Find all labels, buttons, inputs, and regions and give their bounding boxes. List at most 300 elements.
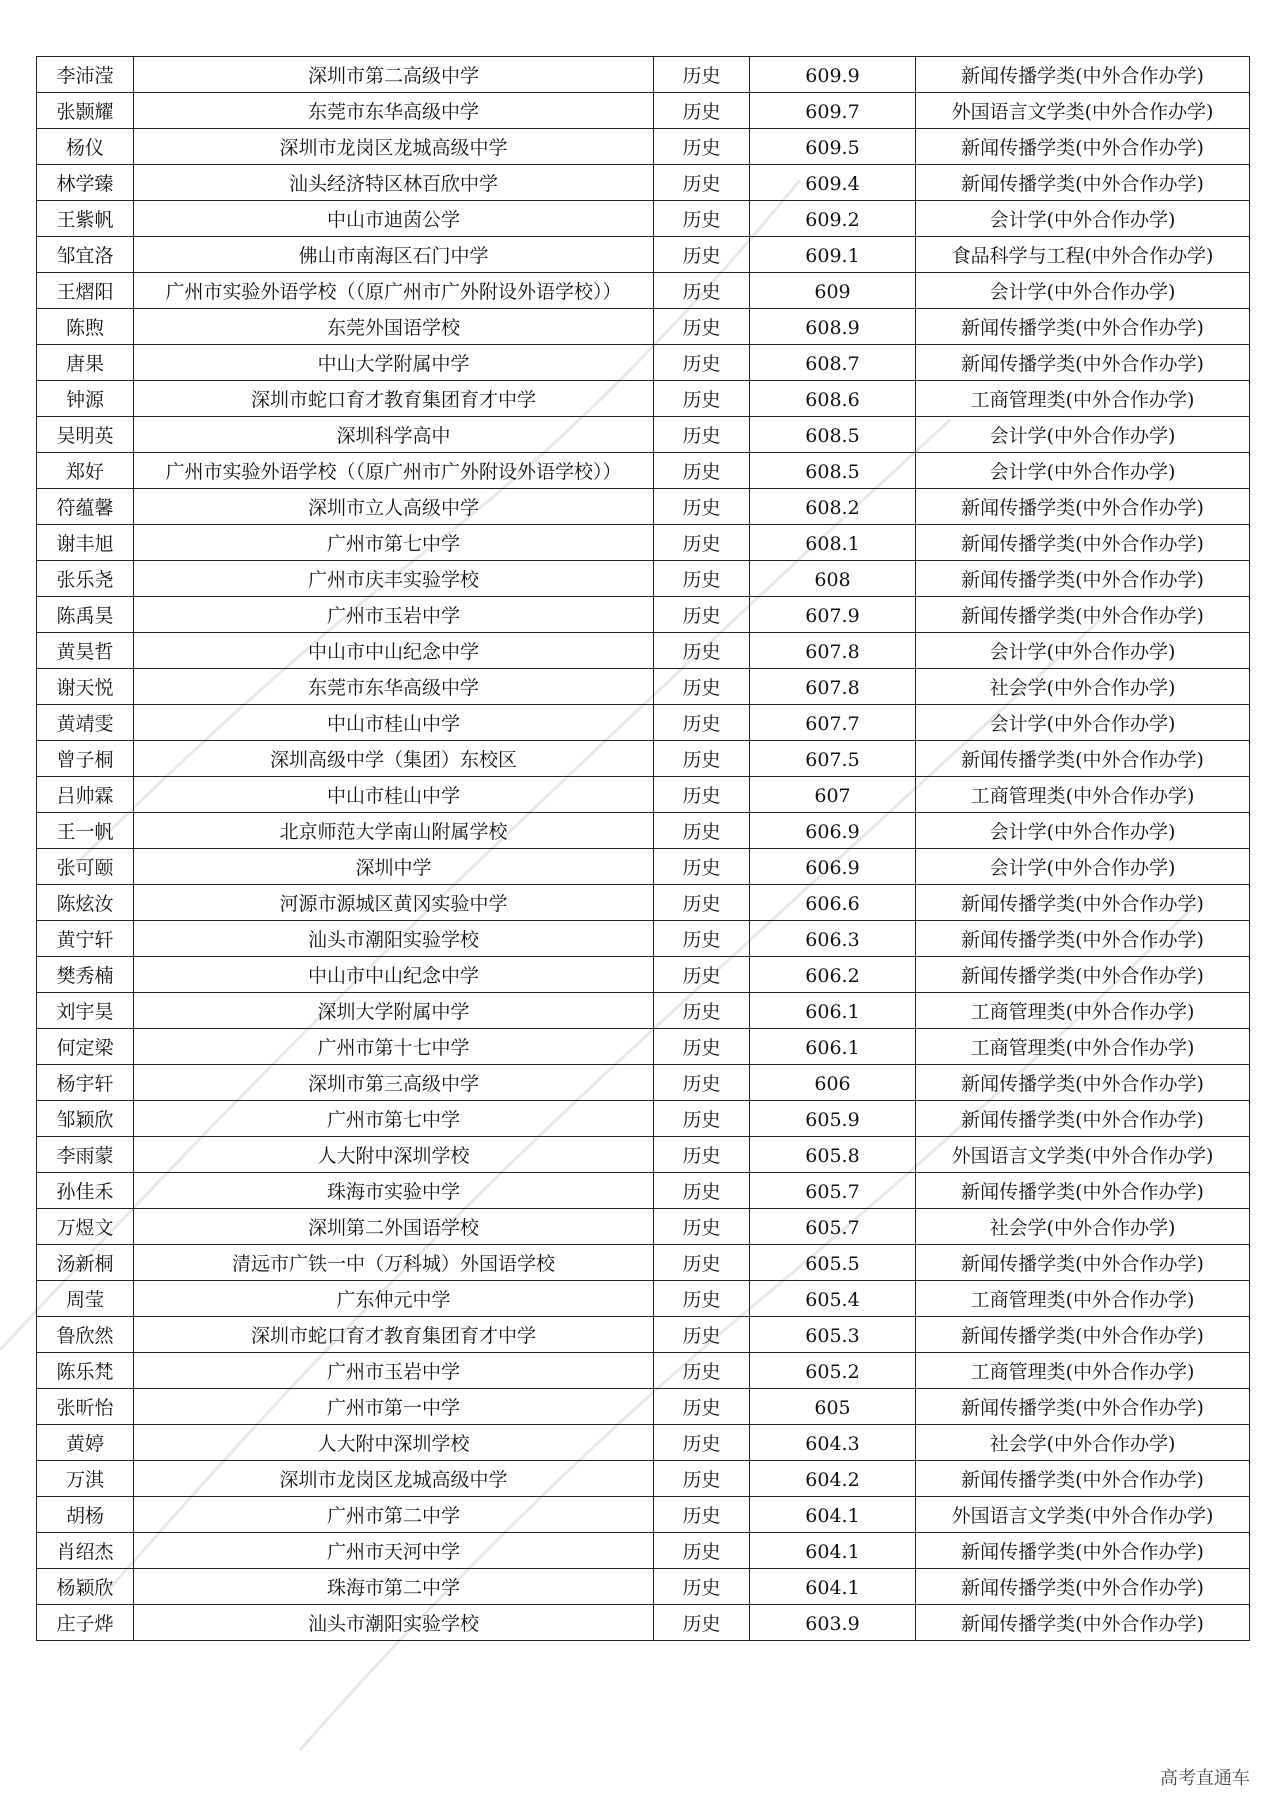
table-row xyxy=(37,1209,1250,1245)
score-cell xyxy=(750,129,916,165)
school-name: 广州市玉岩中学 xyxy=(326,605,460,627)
subject: 历史 xyxy=(682,605,721,627)
student-name: 王熠阳 xyxy=(56,281,114,303)
major-cell xyxy=(916,813,1250,849)
subject-cell xyxy=(654,1605,750,1641)
student-name: 孙佳禾 xyxy=(56,1181,114,1203)
subject-cell xyxy=(654,1281,750,1317)
score-cell xyxy=(750,741,916,777)
school-name: 珠海市实验中学 xyxy=(326,1181,460,1203)
score: 605 xyxy=(814,1397,851,1419)
school-name-cell xyxy=(134,921,654,957)
student-name: 符蕴馨 xyxy=(56,497,114,519)
score-cell xyxy=(750,525,916,561)
school-name-cell xyxy=(134,1317,654,1353)
subject: 历史 xyxy=(682,641,721,663)
school-name-cell xyxy=(134,1569,654,1605)
school-name: 广州市庆丰实验学校 xyxy=(307,569,479,591)
student-name-cell xyxy=(37,309,134,345)
score-cell xyxy=(750,273,916,309)
school-name-cell xyxy=(134,1497,654,1533)
school-name: 广州市第一中学 xyxy=(326,1397,460,1419)
subject-cell xyxy=(654,705,750,741)
student-name-cell xyxy=(37,1029,134,1065)
school-name: 人大附中深圳学校 xyxy=(317,1145,470,1167)
score-cell xyxy=(750,489,916,525)
student-name-cell xyxy=(37,1461,134,1497)
major: 工商管理类(中外合作办学) xyxy=(970,389,1195,411)
table-row xyxy=(37,453,1250,489)
student-name: 王紫帆 xyxy=(56,209,114,231)
major-cell xyxy=(916,1605,1250,1641)
school-name: 汕头市潮阳实验学校 xyxy=(307,929,479,951)
school-name-cell xyxy=(134,1605,654,1641)
school-name: 广州市第二中学 xyxy=(326,1505,460,1527)
student-name-cell xyxy=(37,345,134,381)
student-name: 黄婷 xyxy=(65,1433,104,1455)
major-cell xyxy=(916,345,1250,381)
major: 新闻传播学类(中外合作办学) xyxy=(961,569,1204,591)
student-name: 张颢耀 xyxy=(56,101,114,123)
score: 606.9 xyxy=(805,857,860,879)
subject: 历史 xyxy=(682,1181,721,1203)
score-cell xyxy=(750,1245,916,1281)
major-cell xyxy=(916,57,1250,93)
major-cell xyxy=(916,1101,1250,1137)
student-name: 万煜文 xyxy=(56,1217,114,1239)
table-row xyxy=(37,885,1250,921)
major: 新闻传播学类(中外合作办学) xyxy=(961,497,1204,519)
school-name: 广州市第七中学 xyxy=(326,1109,460,1131)
major: 会计学(中外合作办学) xyxy=(989,713,1176,735)
subject-cell xyxy=(654,957,750,993)
major-cell xyxy=(916,1209,1250,1245)
student-name: 黄昊哲 xyxy=(56,641,114,663)
school-name: 广州市实验外语学校（（原广州市广外附设外语学校）） xyxy=(165,281,622,303)
school-name: 东莞市东华高级中学 xyxy=(307,677,479,699)
subject: 历史 xyxy=(682,785,721,807)
major-cell xyxy=(916,1173,1250,1209)
school-name-cell xyxy=(134,1245,654,1281)
subject: 历史 xyxy=(682,317,721,339)
subject-cell xyxy=(654,489,750,525)
subject: 历史 xyxy=(682,569,721,591)
school-name: 深圳科学高中 xyxy=(336,425,451,447)
major-cell xyxy=(916,561,1250,597)
student-name-cell xyxy=(37,561,134,597)
major: 新闻传播学类(中外合作办学) xyxy=(961,353,1204,375)
score-table-container xyxy=(36,56,1250,1641)
major: 新闻传播学类(中外合作办学) xyxy=(961,1541,1204,1563)
major-cell xyxy=(916,201,1250,237)
subject-cell xyxy=(654,993,750,1029)
student-name: 万淇 xyxy=(65,1469,104,1491)
student-name: 谢天悦 xyxy=(56,677,114,699)
subject-cell xyxy=(654,1353,750,1389)
major: 新闻传播学类(中外合作办学) xyxy=(961,137,1204,159)
school-name-cell xyxy=(134,237,654,273)
school-name-cell xyxy=(134,93,654,129)
subject-cell xyxy=(654,1497,750,1533)
score-cell xyxy=(750,957,916,993)
major: 会计学(中外合作办学) xyxy=(989,209,1176,231)
school-name: 中山市桂山中学 xyxy=(326,713,460,735)
major: 食品科学与工程(中外合作办学) xyxy=(951,245,1214,267)
table-row xyxy=(37,309,1250,345)
subject-cell xyxy=(654,417,750,453)
subject: 历史 xyxy=(682,101,721,123)
student-name-cell xyxy=(37,1281,134,1317)
subject: 历史 xyxy=(682,425,721,447)
score-cell xyxy=(750,1101,916,1137)
score-cell xyxy=(750,1569,916,1605)
school-name-cell xyxy=(134,957,654,993)
student-name: 陈禹昊 xyxy=(56,605,114,627)
subject: 历史 xyxy=(682,281,721,303)
subject-cell xyxy=(654,597,750,633)
score: 609.4 xyxy=(805,173,860,195)
student-name-cell xyxy=(37,165,134,201)
subject: 历史 xyxy=(682,821,721,843)
subject: 历史 xyxy=(682,245,721,267)
subject: 历史 xyxy=(682,461,721,483)
score-cell xyxy=(750,1173,916,1209)
score: 606.6 xyxy=(805,893,860,915)
student-name: 张昕怡 xyxy=(56,1397,114,1419)
major: 工商管理类(中外合作办学) xyxy=(970,785,1195,807)
score: 606.9 xyxy=(805,821,860,843)
major-cell xyxy=(916,1425,1250,1461)
student-name: 唐果 xyxy=(65,353,104,375)
student-name: 杨颖欣 xyxy=(56,1577,114,1599)
score: 609.5 xyxy=(805,137,860,159)
student-name-cell xyxy=(37,957,134,993)
score-cell xyxy=(750,1497,916,1533)
major-cell xyxy=(916,1065,1250,1101)
student-name-cell xyxy=(37,381,134,417)
student-name-cell xyxy=(37,669,134,705)
student-name: 钟源 xyxy=(65,389,104,411)
subject-cell xyxy=(654,1533,750,1569)
subject: 历史 xyxy=(682,533,721,555)
school-name: 深圳市第三高级中学 xyxy=(307,1073,479,1095)
subject-cell xyxy=(654,561,750,597)
score: 608.7 xyxy=(805,353,860,375)
table-row xyxy=(37,1497,1250,1533)
subject: 历史 xyxy=(682,1613,721,1635)
major-cell xyxy=(916,1029,1250,1065)
score: 605.5 xyxy=(805,1253,860,1275)
student-name-cell xyxy=(37,705,134,741)
score-cell xyxy=(750,669,916,705)
table-row xyxy=(37,1173,1250,1209)
major: 工商管理类(中外合作办学) xyxy=(970,1289,1195,1311)
school-name: 深圳第二外国语学校 xyxy=(307,1217,479,1239)
subject-cell xyxy=(654,1137,750,1173)
major-cell xyxy=(916,741,1250,777)
major-cell xyxy=(916,453,1250,489)
major-cell xyxy=(916,633,1250,669)
table-row xyxy=(37,489,1250,525)
school-name-cell xyxy=(134,381,654,417)
table-row xyxy=(37,345,1250,381)
major: 会计学(中外合作办学) xyxy=(989,821,1176,843)
table-row xyxy=(37,1569,1250,1605)
student-name: 吕帅霖 xyxy=(56,785,114,807)
table-row xyxy=(37,1533,1250,1569)
school-name-cell xyxy=(134,561,654,597)
major: 工商管理类(中外合作办学) xyxy=(970,1001,1195,1023)
school-name-cell xyxy=(134,57,654,93)
school-name-cell xyxy=(134,345,654,381)
table-row xyxy=(37,1425,1250,1461)
student-name: 吴明英 xyxy=(56,425,114,447)
score: 607.9 xyxy=(805,605,860,627)
major: 新闻传播学类(中外合作办学) xyxy=(961,605,1204,627)
score: 606 xyxy=(814,1073,851,1095)
student-name: 鲁欣然 xyxy=(56,1325,114,1347)
school-name: 中山市迪茵公学 xyxy=(326,209,460,231)
table-row xyxy=(37,1353,1250,1389)
score: 607.5 xyxy=(805,749,860,771)
score-cell xyxy=(750,993,916,1029)
score-cell xyxy=(750,1461,916,1497)
school-name: 中山市中山纪念中学 xyxy=(307,641,479,663)
table-row xyxy=(37,381,1250,417)
subject-cell xyxy=(654,633,750,669)
table-body xyxy=(37,57,1250,1641)
major: 社会学(中外合作办学) xyxy=(989,1217,1176,1239)
table-row xyxy=(37,993,1250,1029)
score: 605.7 xyxy=(805,1217,860,1239)
table-row xyxy=(37,165,1250,201)
student-name: 张可颐 xyxy=(56,857,114,879)
score-cell xyxy=(750,1533,916,1569)
student-name: 杨仪 xyxy=(65,137,104,159)
major: 外国语言文学类(中外合作办学) xyxy=(951,1145,1214,1167)
school-name-cell xyxy=(134,1425,654,1461)
student-name: 陈乐梵 xyxy=(56,1361,114,1383)
school-name-cell xyxy=(134,741,654,777)
subject: 历史 xyxy=(682,1541,721,1563)
score: 609.9 xyxy=(805,65,860,87)
student-name-cell xyxy=(37,525,134,561)
subject: 历史 xyxy=(682,1253,721,1275)
school-name: 广州市第十七中学 xyxy=(317,1037,470,1059)
major-cell xyxy=(916,165,1250,201)
school-name: 北京师范大学南山附属学校 xyxy=(279,821,508,843)
student-name-cell xyxy=(37,993,134,1029)
subject: 历史 xyxy=(682,173,721,195)
score: 607.8 xyxy=(805,677,860,699)
major: 新闻传播学类(中外合作办学) xyxy=(961,749,1204,771)
school-name: 汕头市潮阳实验学校 xyxy=(307,1613,479,1635)
major: 新闻传播学类(中外合作办学) xyxy=(961,929,1204,951)
score: 608.5 xyxy=(805,425,860,447)
student-name: 王一帆 xyxy=(56,821,114,843)
student-name: 邹颖欣 xyxy=(56,1109,114,1131)
subject: 历史 xyxy=(682,1397,721,1419)
school-name: 中山市中山纪念中学 xyxy=(307,965,479,987)
student-name-cell xyxy=(37,1065,134,1101)
student-name-cell xyxy=(37,885,134,921)
subject-cell xyxy=(654,345,750,381)
subject-cell xyxy=(654,849,750,885)
subject-cell xyxy=(654,1245,750,1281)
student-name-cell xyxy=(37,1353,134,1389)
school-name: 深圳高级中学（集团）东校区 xyxy=(269,749,517,771)
score: 608.1 xyxy=(805,533,860,555)
table-row xyxy=(37,813,1250,849)
school-name-cell xyxy=(134,885,654,921)
table-row xyxy=(37,1101,1250,1137)
major-cell xyxy=(916,129,1250,165)
subject-cell xyxy=(654,237,750,273)
major-cell xyxy=(916,93,1250,129)
school-name-cell xyxy=(134,777,654,813)
subject: 历史 xyxy=(682,389,721,411)
subject: 历史 xyxy=(682,497,721,519)
score: 608.9 xyxy=(805,317,860,339)
score: 607.8 xyxy=(805,641,860,663)
major-cell xyxy=(916,273,1250,309)
score: 607.7 xyxy=(805,713,860,735)
score: 609.2 xyxy=(805,209,860,231)
student-name: 刘宇昊 xyxy=(56,1001,114,1023)
subject-cell xyxy=(654,777,750,813)
table-row xyxy=(37,561,1250,597)
student-name: 胡杨 xyxy=(65,1505,104,1527)
major: 新闻传播学类(中外合作办学) xyxy=(961,1109,1204,1131)
major-cell xyxy=(916,777,1250,813)
table-row xyxy=(37,705,1250,741)
table-row xyxy=(37,201,1250,237)
student-name-cell xyxy=(37,453,134,489)
school-name: 深圳大学附属中学 xyxy=(317,1001,470,1023)
student-name-cell xyxy=(37,1317,134,1353)
major: 新闻传播学类(中外合作办学) xyxy=(961,173,1204,195)
student-name-cell xyxy=(37,273,134,309)
score-cell xyxy=(750,1389,916,1425)
subject: 历史 xyxy=(682,1145,721,1167)
score-cell xyxy=(750,921,916,957)
school-name: 深圳市第二高级中学 xyxy=(307,65,479,87)
score: 608.5 xyxy=(805,461,860,483)
school-name: 广东仲元中学 xyxy=(336,1289,451,1311)
table-row xyxy=(37,1245,1250,1281)
school-name-cell xyxy=(134,201,654,237)
score-cell xyxy=(750,1281,916,1317)
score: 605.7 xyxy=(805,1181,860,1203)
major-cell xyxy=(916,309,1250,345)
major-cell xyxy=(916,957,1250,993)
major: 会计学(中外合作办学) xyxy=(989,857,1176,879)
school-name-cell xyxy=(134,669,654,705)
subject-cell xyxy=(654,273,750,309)
school-name-cell xyxy=(134,417,654,453)
major: 新闻传播学类(中外合作办学) xyxy=(961,533,1204,555)
student-name: 李沛滢 xyxy=(56,65,114,87)
major-cell xyxy=(916,993,1250,1029)
major-cell xyxy=(916,669,1250,705)
subject-cell xyxy=(654,381,750,417)
school-name: 清远市广铁一中（万科城）外国语学校 xyxy=(231,1253,555,1275)
major: 新闻传播学类(中外合作办学) xyxy=(961,65,1204,87)
student-name: 张乐尧 xyxy=(56,569,114,591)
table-row xyxy=(37,417,1250,453)
student-name-cell xyxy=(37,1209,134,1245)
major: 会计学(中外合作办学) xyxy=(989,461,1176,483)
major-cell xyxy=(916,1353,1250,1389)
student-name-cell xyxy=(37,1245,134,1281)
major: 新闻传播学类(中外合作办学) xyxy=(961,1325,1204,1347)
major-cell xyxy=(916,237,1250,273)
major-cell xyxy=(916,1137,1250,1173)
major: 新闻传播学类(中外合作办学) xyxy=(961,1469,1204,1491)
school-name-cell xyxy=(134,525,654,561)
student-name-cell xyxy=(37,1137,134,1173)
score-cell xyxy=(750,885,916,921)
major: 工商管理类(中外合作办学) xyxy=(970,1037,1195,1059)
school-name: 广州市天河中学 xyxy=(326,1541,460,1563)
student-name-cell xyxy=(37,489,134,525)
table-row xyxy=(37,921,1250,957)
subject: 历史 xyxy=(682,1217,721,1239)
major: 新闻传播学类(中外合作办学) xyxy=(961,1253,1204,1275)
score-cell xyxy=(750,561,916,597)
major: 社会学(中外合作办学) xyxy=(989,1433,1176,1455)
table-row xyxy=(37,525,1250,561)
subject: 历史 xyxy=(682,929,721,951)
major: 外国语言文学类(中外合作办学) xyxy=(951,1505,1214,1527)
subject-cell xyxy=(654,1209,750,1245)
subject-cell xyxy=(654,921,750,957)
student-name-cell xyxy=(37,237,134,273)
school-name-cell xyxy=(134,597,654,633)
table-row xyxy=(37,669,1250,705)
score-cell xyxy=(750,57,916,93)
major-cell xyxy=(916,381,1250,417)
major-cell xyxy=(916,921,1250,957)
score: 605.9 xyxy=(805,1109,860,1131)
school-name: 深圳市龙岗区龙城高级中学 xyxy=(279,137,508,159)
subject-cell xyxy=(654,1461,750,1497)
table-row xyxy=(37,1281,1250,1317)
major-cell xyxy=(916,597,1250,633)
school-name-cell xyxy=(134,453,654,489)
subject-cell xyxy=(654,525,750,561)
subject-cell xyxy=(654,453,750,489)
score-cell xyxy=(750,777,916,813)
student-name: 黄宁轩 xyxy=(56,929,114,951)
score: 605.4 xyxy=(805,1289,860,1311)
subject-cell xyxy=(654,129,750,165)
major-cell xyxy=(916,1497,1250,1533)
score: 606.1 xyxy=(805,1001,860,1023)
school-name: 广州市第七中学 xyxy=(326,533,460,555)
school-name-cell xyxy=(134,273,654,309)
score-table xyxy=(36,56,1250,1641)
score: 605.2 xyxy=(805,1361,860,1383)
table-row xyxy=(37,1461,1250,1497)
school-name-cell xyxy=(134,993,654,1029)
school-name: 佛山市南海区石门中学 xyxy=(298,245,489,267)
school-name-cell xyxy=(134,813,654,849)
table-row xyxy=(37,777,1250,813)
subject: 历史 xyxy=(682,1325,721,1347)
table-row xyxy=(37,849,1250,885)
subject: 历史 xyxy=(682,1289,721,1311)
